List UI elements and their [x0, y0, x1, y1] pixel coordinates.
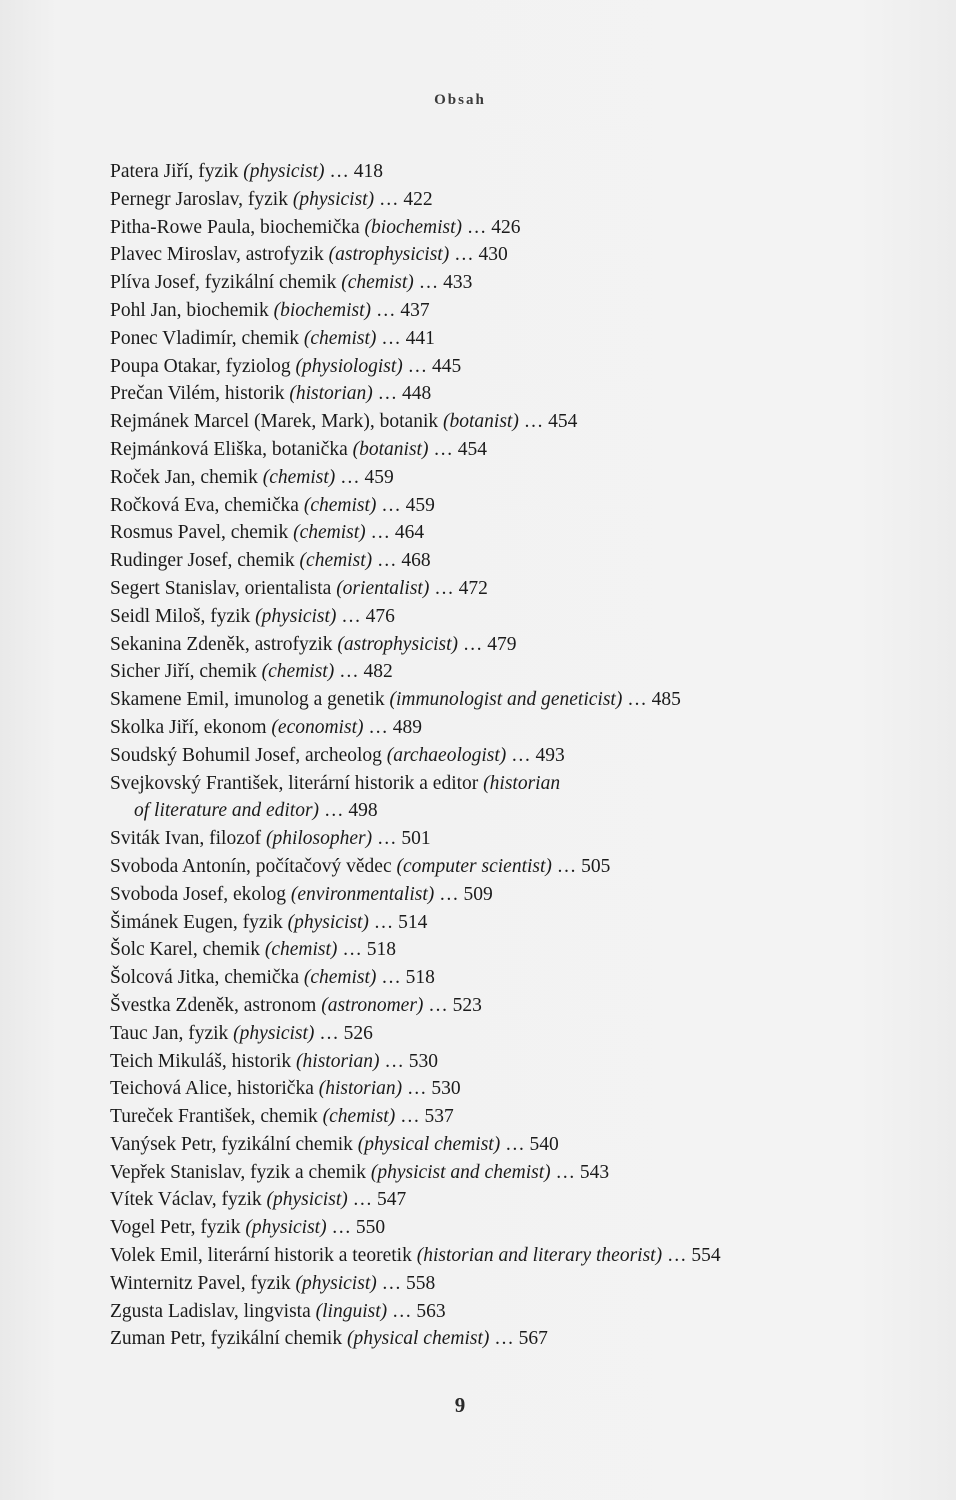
- entry-page-ref: … 558: [376, 1272, 436, 1294]
- entry-page-ref: … 482: [334, 661, 393, 683]
- entry-page-ref: … 514: [368, 911, 428, 933]
- toc-entry: [110, 853, 870, 881]
- entry-page-ref: … 454: [518, 411, 578, 433]
- entry-page-ref: … 543: [550, 1161, 610, 1183]
- entry-role-english: (chemist): [341, 272, 414, 294]
- entry-role-english: (botanist): [443, 411, 519, 433]
- entry-name: Plíva Josef, fyzikální chemik: [110, 272, 342, 294]
- toc-entry: [110, 1103, 870, 1131]
- entry-role-english: (orientalist): [336, 577, 430, 599]
- entry-name: Pernegr Jaroslav, fyzik: [110, 188, 293, 210]
- entry-name: Vítek Václav, fyzik: [110, 1189, 267, 1211]
- toc-entry: [110, 1159, 870, 1187]
- toc-entry: [110, 575, 870, 603]
- entry-role-english: (physicist): [295, 1272, 377, 1294]
- entry-name: Svoboda Antonín, počítačový vědec: [110, 855, 397, 877]
- entry-page-ref: … 433: [413, 272, 473, 294]
- entry-name: Plavec Miroslav, astrofyzik: [110, 244, 329, 266]
- entry-name: Ponec Vladimír, chemik: [110, 327, 304, 349]
- toc-entry: [110, 380, 870, 408]
- entry-role-english: (computer scientist): [396, 855, 552, 877]
- entry-page-ref: … 498: [319, 800, 378, 822]
- entry-name: Skamene Emil, imunolog a genetik: [110, 689, 390, 711]
- toc-entry: [110, 1214, 870, 1242]
- toc-entry: [110, 1325, 870, 1353]
- entry-role-english: (physicist): [287, 911, 369, 933]
- entry-role-english: of literature and editor): [134, 800, 320, 822]
- toc-entry: [110, 1048, 870, 1076]
- entry-page-ref: … 523: [423, 994, 482, 1016]
- toc-entry: [110, 686, 870, 714]
- entry-name: Tauc Jan, fyzik: [110, 1022, 234, 1044]
- entry-page-ref: … 426: [462, 216, 521, 238]
- running-header: Obsah: [434, 92, 486, 108]
- entry-role-english: (chemist): [293, 522, 366, 544]
- entry-role-english: (physicist): [266, 1189, 348, 1211]
- entry-name: Seidl Miloš, fyzik: [110, 605, 256, 627]
- entry-role-english: (environmentalist): [290, 883, 435, 905]
- entry-page-ref: … 563: [387, 1300, 446, 1322]
- entry-role-english: (economist): [271, 716, 364, 738]
- toc-entry: [110, 186, 870, 214]
- entry-role-english: (historian and literary theorist): [416, 1245, 663, 1267]
- entry-name: Winternitz Pavel, fyzik: [110, 1272, 296, 1294]
- entry-page-ref: … 459: [335, 466, 394, 488]
- entry-name: Rejmánek Marcel (Marek, Mark), botanik: [110, 411, 444, 433]
- entry-name: Teich Mikuláš, historik: [110, 1050, 297, 1072]
- entry-page-ref: … 468: [372, 550, 431, 572]
- entry-role-english: (chemist): [299, 550, 373, 572]
- entry-name: Segert Stanislav, orientalista: [110, 577, 337, 599]
- toc-entry-continuation: [110, 797, 870, 825]
- toc-entry: [110, 325, 870, 353]
- entry-name: Vanýsek Petr, fyzikální chemik: [110, 1133, 358, 1155]
- toc-entry: [110, 492, 870, 520]
- entry-name: Rosmus Pavel, chemik: [110, 522, 294, 544]
- entry-role-english: (physicist): [245, 1217, 327, 1239]
- entry-name: Pohl Jan, biochemik: [110, 299, 274, 321]
- entry-name: Tureček František, chemik: [110, 1106, 323, 1128]
- entry-name: Sicher Jiří, chemik: [110, 661, 262, 683]
- toc-entry: [110, 297, 870, 325]
- toc-entry: [110, 658, 870, 686]
- entry-page-ref: … 479: [458, 633, 517, 655]
- toc-entry: [110, 241, 870, 269]
- entry-page-ref: … 422: [374, 188, 433, 210]
- toc-entry: [110, 464, 870, 492]
- entry-page-ref: … 505: [551, 855, 611, 877]
- entry-page-ref: … 437: [371, 299, 430, 321]
- toc-entry: [110, 214, 870, 242]
- toc-entry: [110, 1020, 870, 1048]
- entry-name: Sekanina Zdeněk, astrofyzik: [110, 633, 338, 655]
- entry-name: Volek Emil, literární historik a teoretik: [110, 1245, 417, 1267]
- toc-entry: [110, 936, 870, 964]
- entry-name: Svoboda Josef, ekolog: [110, 883, 291, 905]
- entry-role-english: (chemist): [264, 939, 338, 961]
- toc-entry: [110, 436, 870, 464]
- toc-entry: [110, 1270, 870, 1298]
- toc-entry: [110, 519, 870, 547]
- entry-name: Svejkovský František, literární historik a editor: [110, 772, 484, 794]
- entry-role-english: (historian): [318, 1078, 403, 1100]
- toc-entry: [110, 353, 870, 381]
- entry-role-english: (linguist): [315, 1300, 388, 1322]
- entry-role-english: (physicist): [243, 161, 325, 182]
- entry-role-english: (philosopher): [265, 828, 373, 850]
- entry-role-english: (chemist): [322, 1106, 396, 1128]
- entry-role-english: (historian: [483, 772, 561, 794]
- toc-entry: [110, 408, 870, 436]
- entry-page-ref: … 540: [500, 1133, 559, 1155]
- entry-role-english: (physical chemist): [357, 1133, 501, 1155]
- toc-entry: [110, 964, 870, 992]
- entry-role-english: (astrophysicist): [328, 244, 450, 266]
- toc-entry: [110, 992, 870, 1020]
- entry-page-ref: … 501: [372, 828, 431, 850]
- toc-entry: [110, 714, 870, 742]
- entry-role-english: (immunologist and geneticist): [389, 689, 623, 711]
- entry-page-ref: … 459: [376, 494, 435, 516]
- entry-name: Sviták Ivan, filozof: [110, 828, 266, 850]
- entry-role-english: (archaeologist): [386, 744, 507, 766]
- entry-role-english: (physical chemist): [346, 1328, 490, 1350]
- entry-name: Roček Jan, chemik: [110, 466, 263, 488]
- toc-entry: [110, 269, 870, 297]
- toc-entry: [110, 1075, 870, 1103]
- entry-name: Švestka Zdeněk, astronom: [110, 994, 322, 1016]
- entry-name: Rejmánková Eliška, botanička: [110, 438, 353, 460]
- toc-entry: [110, 909, 870, 937]
- entry-page-ref: … 430: [449, 244, 508, 266]
- entry-name: Prečan Vilém, historik: [110, 383, 290, 405]
- entry-page-ref: … 509: [434, 883, 493, 905]
- entry-role-english: (physicist and chemist): [370, 1161, 551, 1183]
- entry-role-english: (chemist): [262, 466, 336, 488]
- toc-entry: [110, 603, 870, 631]
- entry-page-ref: … 472: [429, 577, 488, 599]
- entry-role-english: (chemist): [303, 327, 377, 349]
- entry-page-ref: … 567: [489, 1328, 548, 1350]
- entry-page-ref: … 537: [395, 1106, 454, 1128]
- entry-name: Šimánek Eugen, fyzik: [110, 911, 288, 933]
- toc-entry: [110, 1186, 870, 1214]
- toc-entry: [110, 742, 870, 770]
- toc-entry: [110, 825, 870, 853]
- entry-role-english: (physiologist): [295, 355, 403, 377]
- entry-page-ref: … 547: [347, 1189, 407, 1211]
- entry-page-ref: … 454: [428, 438, 487, 460]
- entry-role-english: (astrophysicist): [337, 633, 459, 655]
- entry-name: Teichová Alice, historička: [110, 1078, 319, 1100]
- entry-name: Zuman Petr, fyzikální chemik: [110, 1328, 347, 1350]
- toc-entry: [110, 1298, 870, 1326]
- entry-name: Patera Jiří, fyzik: [110, 161, 244, 182]
- entry-page-ref: … 526: [314, 1022, 373, 1044]
- entry-page-ref: … 518: [337, 939, 396, 961]
- entry-name: Vogel Petr, fyzik: [110, 1217, 246, 1239]
- entry-page-ref: … 530: [379, 1050, 438, 1072]
- entry-name: Šolcová Jitka, chemička: [110, 967, 304, 989]
- entry-role-english: (biochemist): [364, 216, 463, 238]
- toc-entry: [110, 1131, 870, 1159]
- entry-page-ref: … 445: [402, 355, 462, 377]
- entry-page-ref: … 441: [376, 327, 435, 349]
- entry-name: Vepřek Stanislav, fyzik a chemik: [110, 1161, 371, 1183]
- entry-page-ref: … 448: [372, 383, 432, 405]
- toc-entry: [110, 770, 870, 798]
- entry-name: Zgusta Ladislav, lingvista: [110, 1300, 316, 1322]
- toc-entry: [110, 547, 870, 575]
- entry-name: Soudský Bohumil Josef, archeolog: [110, 744, 387, 766]
- entry-name: Skolka Jiří, ekonom: [110, 716, 272, 738]
- toc-entry: [110, 631, 870, 659]
- entry-role-english: (physicist): [292, 188, 375, 210]
- entry-page-ref: … 554: [662, 1245, 721, 1267]
- entry-role-english: (physicist): [233, 1022, 315, 1044]
- entry-name: Šolc Karel, chemik: [110, 939, 265, 961]
- entry-page-ref: … 476: [336, 605, 395, 627]
- entry-page-ref: … 418: [324, 161, 383, 182]
- entry-name: Poupa Otakar, fyziolog: [110, 355, 296, 377]
- entry-page-ref: … 550: [326, 1217, 386, 1239]
- toc-entry: [110, 1242, 870, 1270]
- entry-role-english: (historian): [296, 1050, 380, 1072]
- toc-entry: [110, 158, 870, 186]
- entry-page-ref: … 518: [376, 967, 435, 989]
- entry-page-ref: … 493: [506, 744, 565, 766]
- entry-role-english: (chemist): [303, 494, 377, 516]
- table-of-contents: [110, 158, 870, 1353]
- entry-role-english: (biochemist): [273, 299, 372, 321]
- entry-role-english: (chemist): [303, 967, 377, 989]
- entry-page-ref: … 530: [402, 1078, 461, 1100]
- entry-name: Ročková Eva, chemička: [110, 494, 304, 516]
- entry-role-english: (astronomer): [321, 994, 424, 1016]
- entry-page-ref: … 464: [365, 522, 425, 544]
- toc-entry: [110, 881, 870, 909]
- entry-page-ref: … 485: [622, 689, 681, 711]
- entry-role-english: (historian): [289, 383, 373, 405]
- entry-role-english: (botanist): [352, 438, 429, 460]
- entry-page-ref: … 489: [363, 716, 422, 738]
- page-number: 9: [454, 1393, 466, 1417]
- entry-name: Pitha-Rowe Paula, biochemička: [110, 216, 365, 238]
- entry-name: Rudinger Josef, chemik: [110, 550, 300, 572]
- entry-role-english: (physicist): [255, 605, 337, 627]
- entry-role-english: (chemist): [261, 661, 335, 683]
